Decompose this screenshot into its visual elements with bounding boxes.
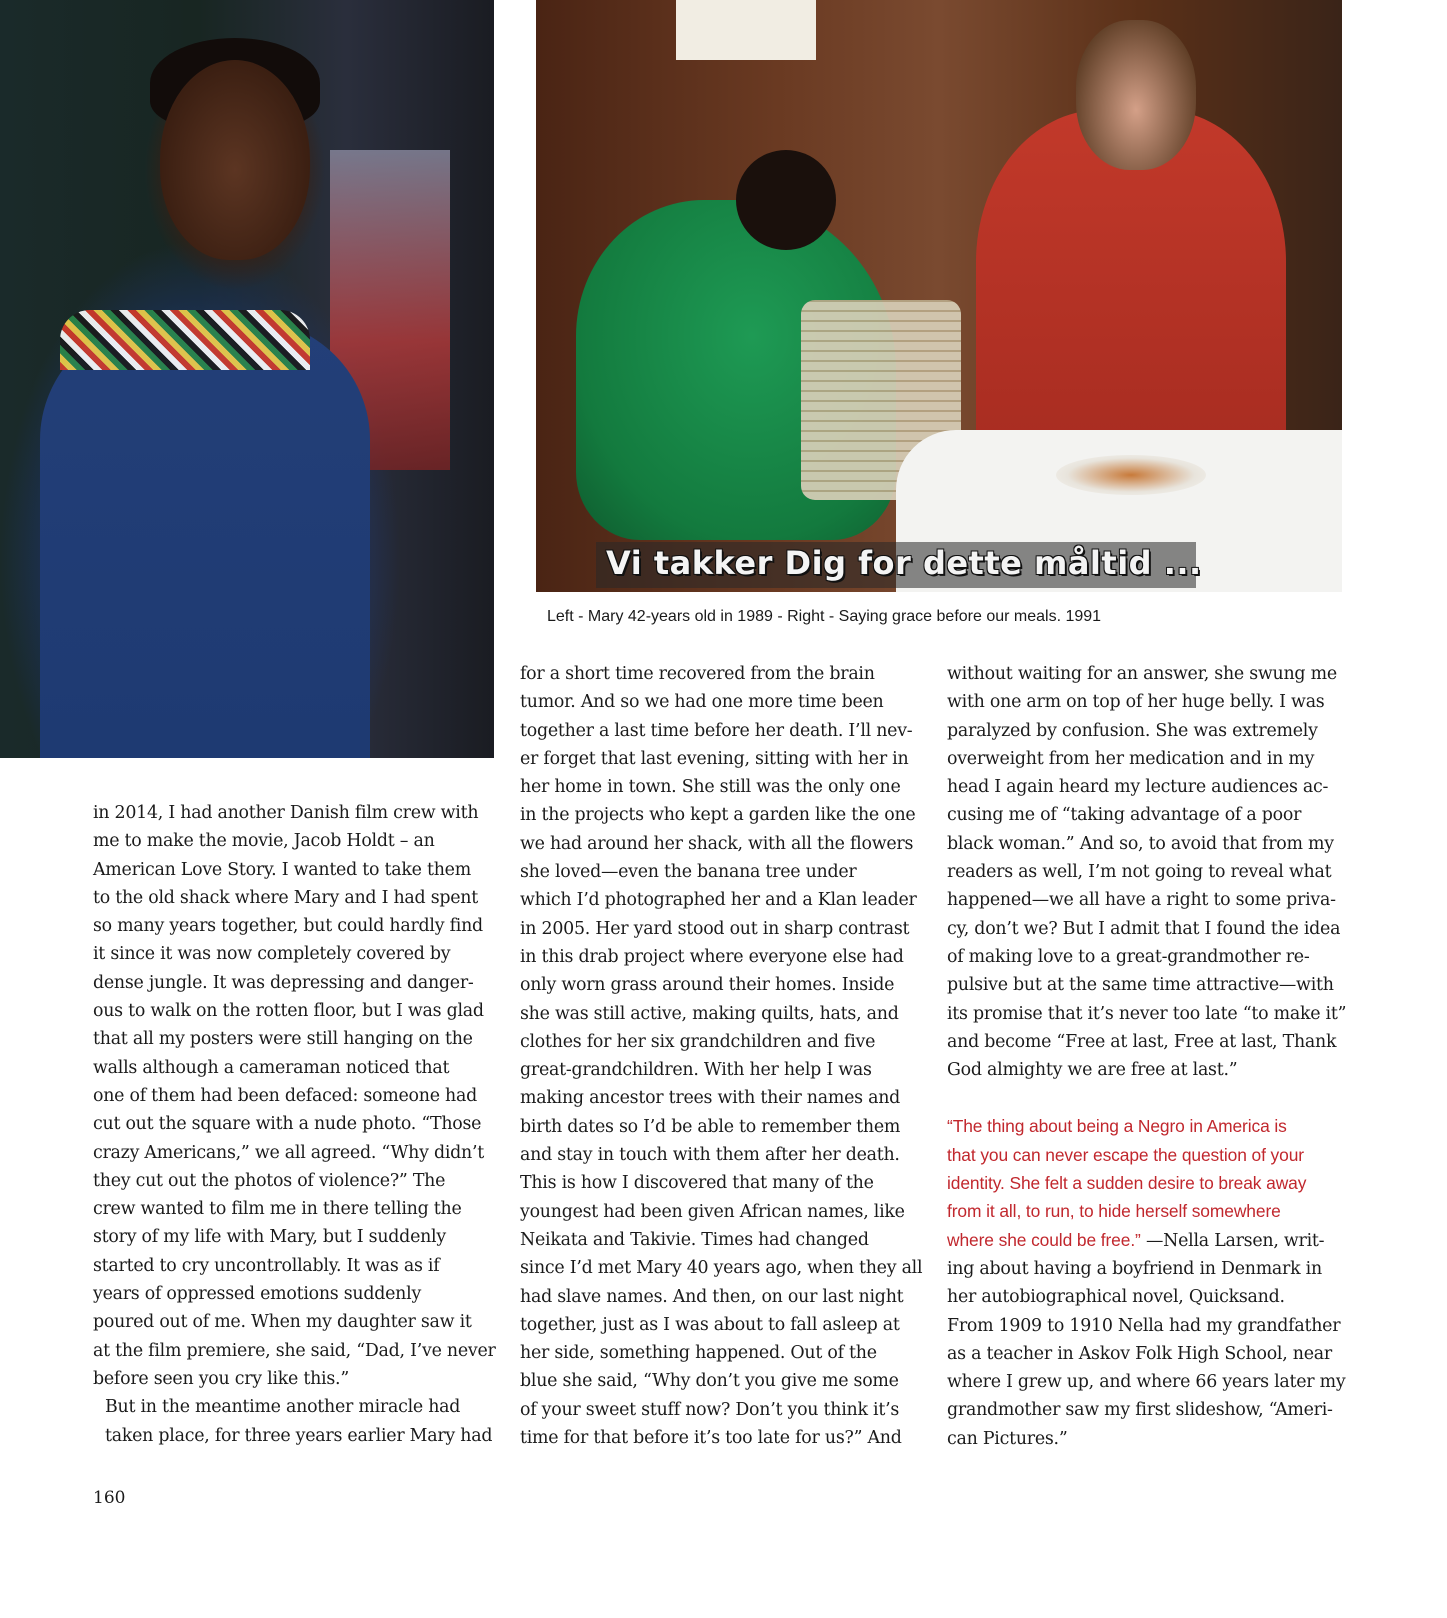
- text-line: which I’d photographed her and a Klan leader: [520, 890, 917, 911]
- lamp-shade: [676, 0, 816, 60]
- text-line: Neikata and Takivie. Times had changed: [520, 1229, 869, 1250]
- text-line: ous to walk on the rotten floor, but I was glad: [93, 1001, 484, 1022]
- photo-saying-grace: [536, 0, 1342, 592]
- text-line: identity. She felt a sudden desire to break away: [947, 1173, 1307, 1194]
- text-line: for a short time recovered from the brain: [520, 664, 875, 684]
- paragraph: [93, 1393, 493, 1450]
- page-number: 160: [93, 1488, 126, 1508]
- text-line: since I’d met Mary 40 years ago, when they all: [520, 1258, 923, 1279]
- text-line: walls although a cameraman noticed that: [93, 1057, 450, 1078]
- text-column-3: [947, 660, 1347, 1453]
- text-line: clothes for her six grandchildren and five: [520, 1031, 876, 1052]
- text-line: cy, don’t we? But I admit that I found the idea: [947, 918, 1341, 939]
- paragraph: [520, 660, 923, 1452]
- text-line: From 1909 to 1910 Nella had my grandfather: [947, 1315, 1341, 1336]
- text-line: together, just as I was about to fall asleep at: [520, 1314, 900, 1335]
- text-line: her side, something happened. Out of the: [520, 1343, 877, 1364]
- text-line: black woman.” And so, to avoid that from my: [947, 833, 1334, 854]
- text-line: cut out the square with a nude photo. “Those: [93, 1114, 482, 1135]
- text-line: in 2014, I had another Danish film crew with: [93, 803, 479, 823]
- text-line: of your sweet stuff now? Don’t you think it’s: [520, 1399, 900, 1420]
- text-line: its promise that it’s never too late “to make it”: [947, 1003, 1347, 1024]
- text-line: blue she said, “Why don’t you give me some: [520, 1371, 899, 1392]
- text-line: of making love to a great-grandmother re-: [947, 946, 1310, 967]
- portrait-face: [160, 60, 310, 260]
- text-line: paralyzed by confusion. She was extremely: [947, 720, 1318, 741]
- text-line: can Pictures.”: [947, 1428, 1068, 1449]
- text-line: in 2005. Her yard stood out in sharp contrast: [520, 918, 910, 939]
- text-line: grandmother saw my first slideshow, “Ameri-: [947, 1400, 1333, 1421]
- photo-subtitle: Vi takker Dig for dette måltid ...: [606, 544, 1202, 582]
- woman-head: [736, 150, 836, 250]
- text-line: dense jungle. It was depressing and danger-: [93, 972, 474, 993]
- text-line: she loved—even the banana tree under: [520, 862, 857, 883]
- text-line: American Love Story. I wanted to take them: [93, 859, 471, 880]
- text-line: [947, 1226, 1347, 1255]
- quote-paragraph: [947, 1112, 1347, 1453]
- text-line: to the old shack where Mary and I had spent: [93, 887, 478, 908]
- text-line: in the projects who kept a garden like the one: [520, 805, 916, 826]
- text-line: crazy Americans,” we all agreed. “Why didn’t: [93, 1142, 484, 1163]
- text-line: years of oppressed emotions suddenly: [93, 1284, 422, 1305]
- text-line: time for that before it’s too late for us?” And: [520, 1428, 902, 1449]
- text-line: had slave names. And then, on our last night: [520, 1286, 904, 1307]
- text-column-2: [520, 660, 923, 1452]
- striped-collar: [60, 310, 310, 370]
- text-line: making ancestor trees with their names and: [520, 1088, 901, 1109]
- text-line: they cut out the photos of violence?” The: [93, 1170, 446, 1191]
- text-line: readers as well, I’m not going to reveal what: [947, 862, 1332, 883]
- text-column-1: [93, 799, 496, 1450]
- text-line: and become “Free at last, Free at last, Thank: [947, 1031, 1337, 1052]
- text-line: pulsive but at the same time attractive—with: [947, 975, 1334, 996]
- text-line: at the film premiere, she said, “Dad, I’ve never: [93, 1340, 496, 1361]
- text-line: crew wanted to film me in there telling the: [93, 1199, 462, 1220]
- text-line: poured out of me. When my daughter saw it: [93, 1312, 472, 1333]
- text-line: in this drab project where everyone else had: [520, 946, 904, 967]
- portrait-figure: [40, 320, 370, 758]
- text-line: taken place, for three years earlier Mary had: [105, 1425, 493, 1446]
- text-line: where I grew up, and where 66 years later my: [947, 1372, 1346, 1393]
- paragraph: [93, 799, 496, 1393]
- text-line: so many years together, but could hardly find: [93, 916, 483, 937]
- text-line: one of them had been defaced: someone had: [93, 1085, 477, 1106]
- text-line: God almighty we are free at last.”: [947, 1060, 1238, 1081]
- food-plate: [1056, 455, 1206, 495]
- text-line: This is how I discovered that many of the: [520, 1173, 874, 1194]
- text-line: birth dates so I’d be able to remember them: [520, 1116, 901, 1137]
- paragraph: [947, 660, 1347, 1084]
- text-line: head I again heard my lecture audiences ac-: [947, 777, 1329, 798]
- text-line: “The thing about being a Negro in America is: [947, 1116, 1287, 1137]
- text-line: But in the meantime another miracle had: [105, 1397, 461, 1418]
- text-line: er forget that last evening, sitting with her in: [520, 748, 909, 769]
- text-line: that all my posters were still hanging on the: [93, 1029, 473, 1050]
- text-line: with one arm on top of her huge belly. I was: [947, 692, 1325, 713]
- text-line: ing about having a boyfriend in Denmark in: [947, 1258, 1322, 1279]
- text-line: great-grandchildren. With her help I was: [520, 1060, 872, 1081]
- text-line: only worn grass around their homes. Inside: [520, 975, 895, 996]
- man-head: [1076, 20, 1196, 170]
- text-line: her home in town. She still was the only one: [520, 777, 901, 798]
- text-line: without waiting for an answer, she swung me: [947, 664, 1337, 684]
- text-line: me to make the movie, Jacob Holdt – an: [93, 831, 435, 852]
- attribution: —Nella Larsen, writ-: [1140, 1230, 1325, 1251]
- text-line: we had around her shack, with all the flowers: [520, 833, 914, 854]
- photo-caption: Left - Mary 42-years old in 1989 - Right - Saying grace before our meals. 1991: [547, 608, 1102, 625]
- text-line: her autobiographical novel, Quicksand.: [947, 1287, 1285, 1308]
- text-line: that you can never escape the question of your: [947, 1144, 1304, 1165]
- text-line: youngest had been given African names, like: [520, 1201, 905, 1222]
- text-line: cusing me of “taking advantage of a poor: [947, 805, 1302, 826]
- text-line: it since it was now completely covered by: [93, 944, 451, 965]
- quote-end: where she could be free.”: [947, 1229, 1141, 1250]
- text-line: overweight from her medication and in my: [947, 748, 1315, 769]
- text-line: she was still active, making quilts, hats, and: [520, 1003, 899, 1024]
- photo-mary-portrait: [0, 0, 494, 758]
- text-line: and stay in touch with them after her death.: [520, 1145, 900, 1166]
- text-line: from it all, to run, to hide herself somewhere: [947, 1201, 1281, 1222]
- text-line: as a teacher in Askov Folk High School, near: [947, 1343, 1332, 1364]
- text-line: started to cry uncontrollably. It was as if: [93, 1255, 440, 1276]
- text-line: tumor. And so we had one more time been: [520, 692, 884, 713]
- text-line: together a last time before her death. I’ll nev-: [520, 720, 913, 741]
- text-line: before seen you cry like this.”: [93, 1368, 349, 1389]
- text-line: story of my life with Mary, but I suddenly: [93, 1227, 446, 1248]
- text-line: happened—we all have a right to some priva-: [947, 890, 1336, 911]
